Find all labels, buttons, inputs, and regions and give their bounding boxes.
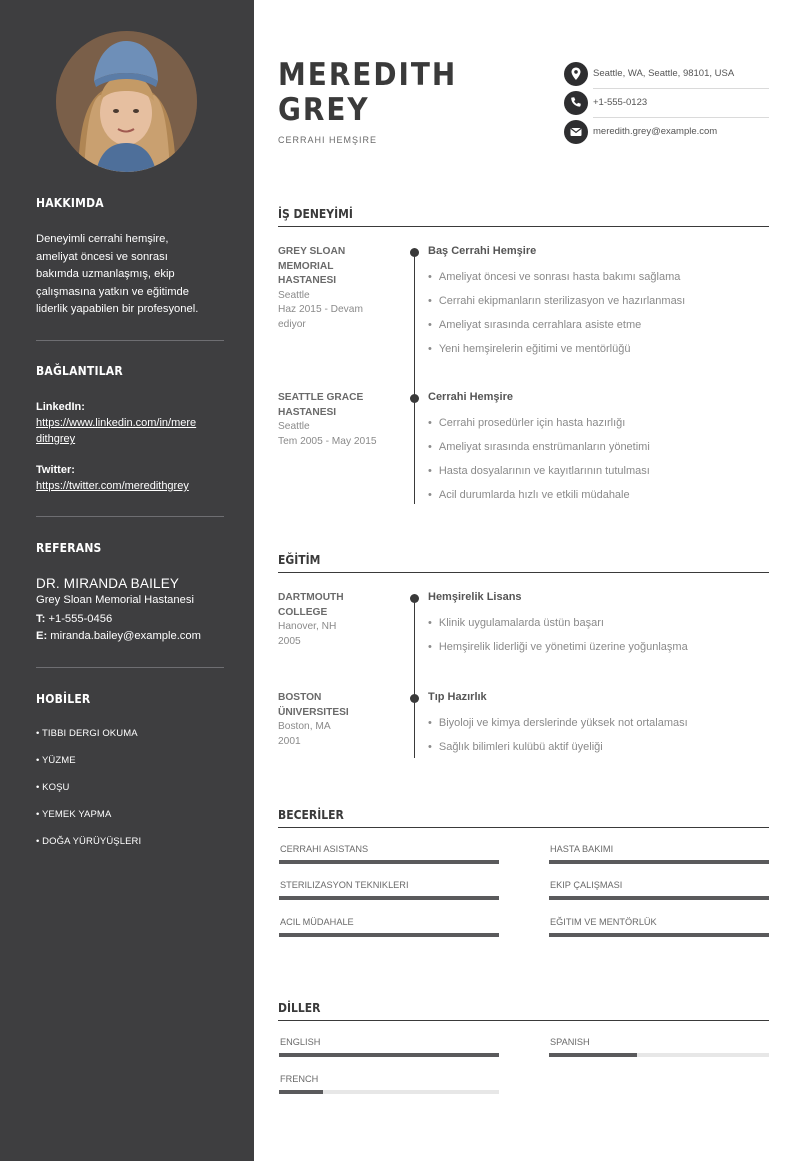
education-dates: 2005 [278, 635, 301, 647]
language-bar-track [279, 1090, 499, 1094]
skill-item [549, 917, 769, 927]
list-item: • Klinik uygulamalarda üstün başarı [428, 617, 688, 641]
skill-item [549, 844, 769, 854]
education-heading: EĞİTİM [278, 553, 769, 573]
skill-label: STERILIZASYON TEKNIKLERI [280, 880, 409, 890]
divider [36, 340, 224, 341]
about-line: çalışmasına yatkın ve eğitimde [36, 285, 189, 298]
hobbies-list [36, 728, 224, 863]
employer-line: HASTANESI [278, 406, 337, 418]
school-location: Boston, MA [278, 721, 331, 732]
about-text [36, 231, 224, 319]
degree: Hemşirelik Lisans [428, 591, 522, 603]
hobby-item: • TIBBI DERGI OKUMA [36, 728, 138, 739]
skill-label: HASTA BAKIMI [550, 844, 614, 854]
twitter-link[interactable]: https://twitter.com/meredithgrey [36, 480, 189, 492]
employer-line: GREY SLOAN [278, 246, 346, 257]
employer-location: Seattle [278, 421, 310, 432]
employer-location: Seattle [278, 289, 310, 301]
employer-line: MEMORIAL [278, 260, 334, 272]
reference-heading: REFERANS [36, 541, 102, 555]
skill-bar-track [279, 896, 499, 900]
employment-dates: Haz 2015 - Devam [278, 304, 363, 315]
reference-phone: +1-555-0456 [48, 612, 113, 625]
experience-entry-meta [278, 391, 393, 449]
linkedin-block [36, 401, 224, 447]
twitter-label: Twitter: [36, 464, 75, 476]
mail-icon [564, 120, 588, 144]
employer-line: HASTANESI [278, 275, 337, 286]
languages-heading: DİLLER [278, 1001, 769, 1021]
job-role: Baş Cerrahi Hemşire [428, 245, 537, 257]
timeline-dot [410, 394, 419, 403]
school-line: COLLEGE [278, 606, 328, 618]
skill-item [279, 844, 499, 854]
contact-address-row [564, 60, 769, 89]
education-entry-meta [278, 591, 393, 649]
reference-email: miranda.bailey@example.com [50, 630, 201, 642]
skill-label: ACIL MÜDAHALE [280, 917, 354, 927]
timeline-dot [410, 694, 419, 703]
reference-email-label: E: [36, 630, 48, 642]
linkedin-url-line[interactable]: https://www.linkedin.com/in/mere [36, 417, 197, 429]
skill-bar-fill [549, 933, 769, 937]
reference-phone-row [36, 611, 224, 629]
about-heading: HAKKIMDA [36, 196, 104, 210]
language-bar-fill [279, 1090, 323, 1094]
sidebar [0, 0, 254, 1161]
about-line: liderlik yapabilen bir profesyonel. [36, 303, 199, 315]
skill-bar-fill [279, 933, 499, 937]
contact-email-row [564, 118, 769, 147]
links-section [36, 364, 224, 378]
linkedin-url-line[interactable]: dithgrey [36, 433, 76, 445]
list-item: • Cerrahi ekipmanların sterilizasyon ve hazırlanması [428, 295, 685, 319]
timeline-dot [410, 248, 419, 257]
language-label: FRENCH [280, 1074, 319, 1084]
job-duties [428, 417, 650, 513]
list-item: • Yeni hemşirelerin eğitimi ve mentörlüğü [428, 343, 685, 367]
hobby-item: • YEMEK YAPMA [36, 809, 112, 820]
list-item: • Hasta dosyalarının ve kayıtlarının tutulması [428, 465, 650, 489]
experience-timeline [414, 252, 415, 504]
education-timeline [414, 598, 415, 758]
first-name: MEREDITH [278, 57, 458, 93]
degree: Tıp Hazırlık [428, 691, 487, 703]
skill-label: CERRAHI ASISTANS [280, 844, 369, 854]
skill-bar-track [279, 860, 499, 864]
reference-name: DR. MIRANDA BAILEY [36, 576, 180, 591]
divider [36, 516, 224, 517]
employment-dates: Tem 2005 - May 2015 [278, 435, 377, 447]
skill-bar-track [549, 860, 769, 864]
last-name: GREY [278, 92, 370, 128]
hobby-item: • YÜZME [36, 755, 76, 766]
list-item: • Biyoloji ve kimya derslerinde yüksek not ortalaması [428, 717, 688, 741]
skill-bar-fill [549, 896, 769, 900]
school-line: ÜNIVERSITESI [278, 706, 349, 718]
language-item [279, 1074, 499, 1084]
language-item [279, 1037, 499, 1047]
list-item: • Ameliyat sırasında enstrümanların yönetimi [428, 441, 650, 465]
hobbies-section [36, 692, 224, 706]
employer-line: SEATTLE GRACE [278, 392, 364, 403]
reference-phone-label: T: [36, 612, 46, 625]
skill-item [549, 880, 769, 890]
education-entry-meta [278, 691, 393, 749]
job-role: Cerrahi Hemşire [428, 391, 513, 403]
education-notes [428, 617, 688, 665]
skill-bar-track [279, 933, 499, 937]
hobbies-heading: HOBİLER [36, 692, 91, 706]
language-bar-track [279, 1053, 499, 1057]
list-item: • Cerrahi prosedürler için hasta hazırlığı [428, 417, 650, 441]
timeline-dot [410, 594, 419, 603]
contact-phone-row [564, 89, 769, 118]
school-location: Hanover, NH [278, 621, 337, 632]
full-name [278, 58, 457, 128]
experience-heading: İŞ DENEYİMİ [278, 207, 769, 227]
skill-bar-track [549, 896, 769, 900]
skill-item [279, 880, 499, 890]
hobby-item: • KOŞU [36, 782, 70, 793]
about-line: bakımda uzmanlaşmış, ekip [36, 268, 175, 280]
reference-org: Grey Sloan Memorial Hastanesi [36, 594, 194, 606]
skill-bar-fill [279, 896, 499, 900]
employment-dates: ediyor [278, 318, 306, 330]
divider [36, 667, 224, 668]
skill-bar-fill [549, 860, 769, 864]
about-line: ameliyat öncesi ve sonrası [36, 250, 168, 263]
skill-label: EKIP ÇALIŞMASI [550, 880, 623, 890]
list-item: • Ameliyat öncesi ve sonrası hasta bakımı sağlama [428, 271, 685, 295]
profile-photo [56, 31, 197, 172]
links-heading: BAĞLANTILAR [36, 364, 123, 378]
linkedin-label: LinkedIn: [36, 401, 85, 413]
language-label: ENGLISH [280, 1037, 321, 1047]
language-bar-fill [279, 1053, 499, 1057]
job-duties [428, 271, 685, 367]
hobby-item: • DOĞA YÜRÜYÜŞLERI [36, 836, 142, 847]
education-dates: 2001 [278, 735, 301, 747]
reference-block [36, 576, 224, 646]
profile-photo-illustration [56, 31, 197, 172]
language-item [549, 1037, 769, 1047]
list-item: • Hemşirelik liderliği ve yönetimi üzerine yoğunlaşma [428, 641, 688, 665]
linkedin-link[interactable] [36, 415, 224, 447]
skills-heading: BECERİLER [278, 808, 769, 828]
skill-item [279, 917, 499, 927]
skill-label: EĞITIM VE MENTÖRLÜK [550, 917, 657, 927]
list-item: • Acil durumlarda hızlı ve etkili müdahale [428, 489, 650, 513]
location-pin-icon [564, 62, 588, 86]
school-line: BOSTON [278, 692, 322, 703]
reference-section [36, 541, 224, 555]
reference-email-row [36, 628, 224, 646]
contact-address: Seattle, WA, Seattle, 98101, USA [593, 68, 735, 79]
list-item: • Sağlık bilimleri kulübü aktif üyeliği [428, 741, 688, 765]
phone-icon [564, 91, 588, 115]
skill-bar-fill [279, 860, 499, 864]
experience-entry-meta [278, 245, 393, 332]
contact-phone: +1-555-0123 [593, 97, 648, 108]
list-item: • Ameliyat sırasında cerrahlara asiste etme [428, 319, 685, 343]
school-line: DARTMOUTH [278, 592, 344, 603]
language-bar-track [549, 1053, 769, 1057]
twitter-block [36, 464, 224, 494]
contact-email: meredith.grey@example.com [593, 126, 718, 137]
skill-bar-track [549, 933, 769, 937]
education-notes [428, 717, 688, 765]
language-bar-fill [549, 1053, 637, 1057]
about-section [36, 196, 224, 210]
about-line: Deneyimli cerrahi hemşire, [36, 233, 169, 245]
job-title: CERRAHI HEMŞIRE [278, 135, 378, 145]
language-label: SPANISH [550, 1037, 590, 1047]
